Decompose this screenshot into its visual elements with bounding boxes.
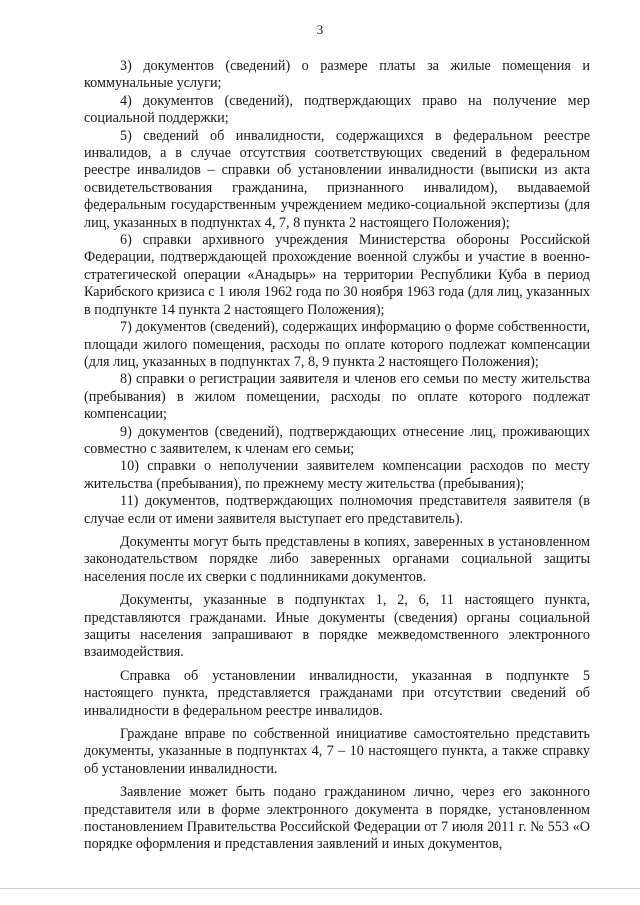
list-item: 11) документов, подтверждающих полномочия представителя заявителя (в случае если от имени заявителя выступает его представитель).: [84, 493, 590, 527]
list-item: 4) документов (сведений), подтверждающих право на получение мер социальной поддержки;: [84, 92, 590, 127]
paragraph: Граждане вправе по собственной инициативе самостоятельно представить документы, указанные в подпунктах 4, 7 – 10 настоящего пункта, а также справку об установлении инвалидности.: [84, 726, 590, 777]
page-number: 3: [316, 22, 324, 37]
list-item: 3) документов (сведений) о размере платы за жилые помещения и коммунальные услуги;: [84, 58, 590, 92]
paragraph: Документы, указанные в подпунктах 1, 2, 6, 11 настоящего пункта, представляются гражданами. Иные документы (сведения) органы социальной защиты населения запрашивают в порядке межведомственного электронного взаимодействия.: [84, 592, 590, 661]
page-bottom-edge: [0, 888, 640, 889]
list-item: 5) сведений об инвалидности, содержащихся в федеральном реестре инвалидов, а в случае отсутствия соответствующих сведений в федеральном реестре инвалидов – справки об установлении инвалидности (выписки из акта освидетельствования гражданина, признанного инвалидом), выдаваемой федеральным государственным учреждением медико-социальной экспертизы (для лиц, указанных в подпунктах 4, 7, 8 пункта 2 настоящего Положения);: [84, 127, 590, 231]
paragraph: Заявление может быть подано гражданином лично, через его законного представителя или в форме электронного документа в порядке, установленном постановлением Правительства Российской Федерации от 7 июля 2011 г. № 553 «О порядке оформления и представления заявлений и иных документов,: [84, 784, 590, 853]
list-item: 9) документов (сведений), подтверждающих отнесение лиц, проживающих совместно с заявителем, к членам его семьи;: [84, 423, 590, 457]
list-item: 10) справки о неполучении заявителем компенсации расходов по месту жительства (пребывания), по прежнему месту жительства (пребывания);: [84, 458, 590, 492]
list-item: 8) справки о регистрации заявителя и членов его семьи по месту жительства (пребывания) в жилом помещении, расходы по оплате которого подлежат компенсации;: [84, 371, 590, 423]
paragraph: Справка об установлении инвалидности, указанная в подпункте 5 настоящего пункта, представляется гражданами при отсутствии сведений об инвалидности в федеральном реестре инвалидов.: [84, 667, 590, 719]
list-item: 7) документов (сведений), содержащих информацию о форме собственности, площади жилого помещения, расходы по оплате которого подлежат компенсации (для лиц, указанных в подпунктах 7, 8, 9 пункта 2 настоящего Положения);: [84, 319, 590, 370]
list-item: 6) справки архивного учреждения Министерства обороны Российской Федерации, подтверждающей прохождение военной службы и участие в военно-стратегической операции «Анадырь» на территории Республики Куба в период Карибского кризиса с 1 июля 1962 года по 30 ноября 1963 года (для лиц, указанных в подпункте 14 пункта 2 настоящего Положения);: [84, 232, 590, 318]
document-body: [84, 58, 590, 854]
paragraph: Документы могут быть представлены в копиях, заверенных в установленном законодательством порядке либо заверенных органами социальной защиты населения после их сверки с подлинниками документов.: [84, 533, 590, 585]
